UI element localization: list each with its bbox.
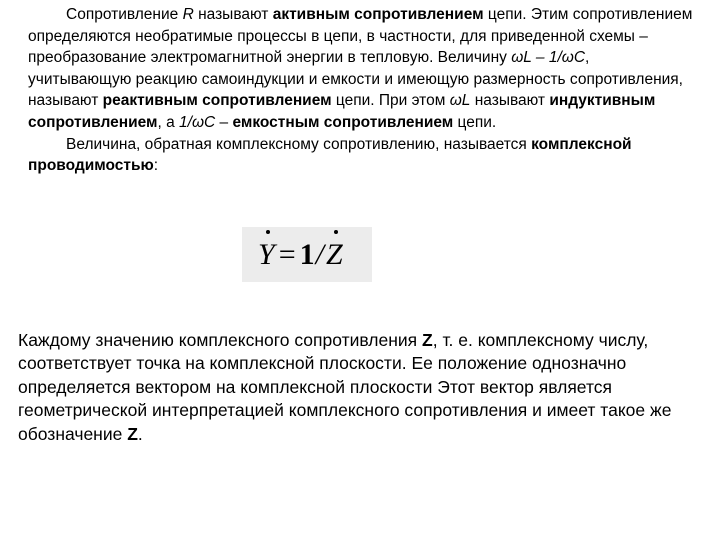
symbol-z-bold: Z — [127, 423, 138, 444]
text-run: Сопротивление — [66, 6, 183, 23]
dot-mark — [334, 230, 338, 234]
text-run: , а — [157, 113, 180, 131]
equals-sign: = — [278, 238, 296, 271]
expression-reactance: ωL – 1/ωC — [511, 49, 586, 67]
term-inductive-resistance: индуктивным сопротивлением — [28, 92, 656, 131]
text-run: цепи. При этом — [331, 92, 450, 110]
numeral-one: 1 — [299, 238, 315, 271]
text-run: Величина, обратная комплексному сопротивлению, называется — [66, 135, 532, 153]
text-run: цепи. — [453, 113, 497, 131]
paragraph-conductance — [28, 134, 696, 177]
term-capacitive-resistance: емкостным сопротивлением — [232, 113, 454, 131]
text-run: , учитывающую реакцию самоиндукции и емкости и имеющую размерность сопротивления, называют — [28, 49, 683, 110]
text-run: , т. е. комплексному числу, соответствует точка на комплексной плоскости. Ее положение однозначно определяется вектором на комплексной плоскости Этот вектор является геометрической интерпретацией комплексного сопротивления и имеет такое же обозначение — [18, 330, 672, 444]
dot-mark — [266, 230, 270, 234]
symbol-z-dot — [326, 232, 343, 277]
symbol-r: R — [182, 6, 194, 23]
symbol-wc: 1/ωC — [179, 113, 216, 131]
term-reactive-resistance: реактивным сопротивлением — [102, 92, 332, 110]
text-run: цепи. Этим сопротивлением определяются необратимые процессы в цепи, в частности, для приведенной схемы – преобразование электромагнитной энергии в тепловую. Величину — [28, 6, 693, 67]
text-run: : — [153, 157, 159, 175]
formula-admittance — [258, 232, 343, 277]
paragraph-resistance — [28, 4, 696, 134]
slash-sign: / — [315, 238, 324, 271]
text-run: . — [137, 423, 143, 444]
text-run: – — [215, 113, 233, 131]
term-complex-conductance: комплексной проводимостью — [28, 135, 632, 175]
text-run: называют — [470, 92, 550, 110]
text-run: Каждому значению комплексного сопротивления — [18, 330, 423, 350]
text-block-upper — [28, 4, 696, 177]
symbol-wl: ωL — [449, 92, 471, 110]
paragraph-complex-plane — [18, 329, 708, 446]
symbol-y-dot — [258, 232, 275, 277]
symbol-z-bold: Z — [422, 330, 433, 350]
term-active-resistance: активным сопротивлением — [272, 6, 484, 23]
symbol-z: Z — [325, 238, 343, 271]
text-run: называют — [193, 6, 273, 23]
symbol-y: Y — [258, 238, 275, 271]
